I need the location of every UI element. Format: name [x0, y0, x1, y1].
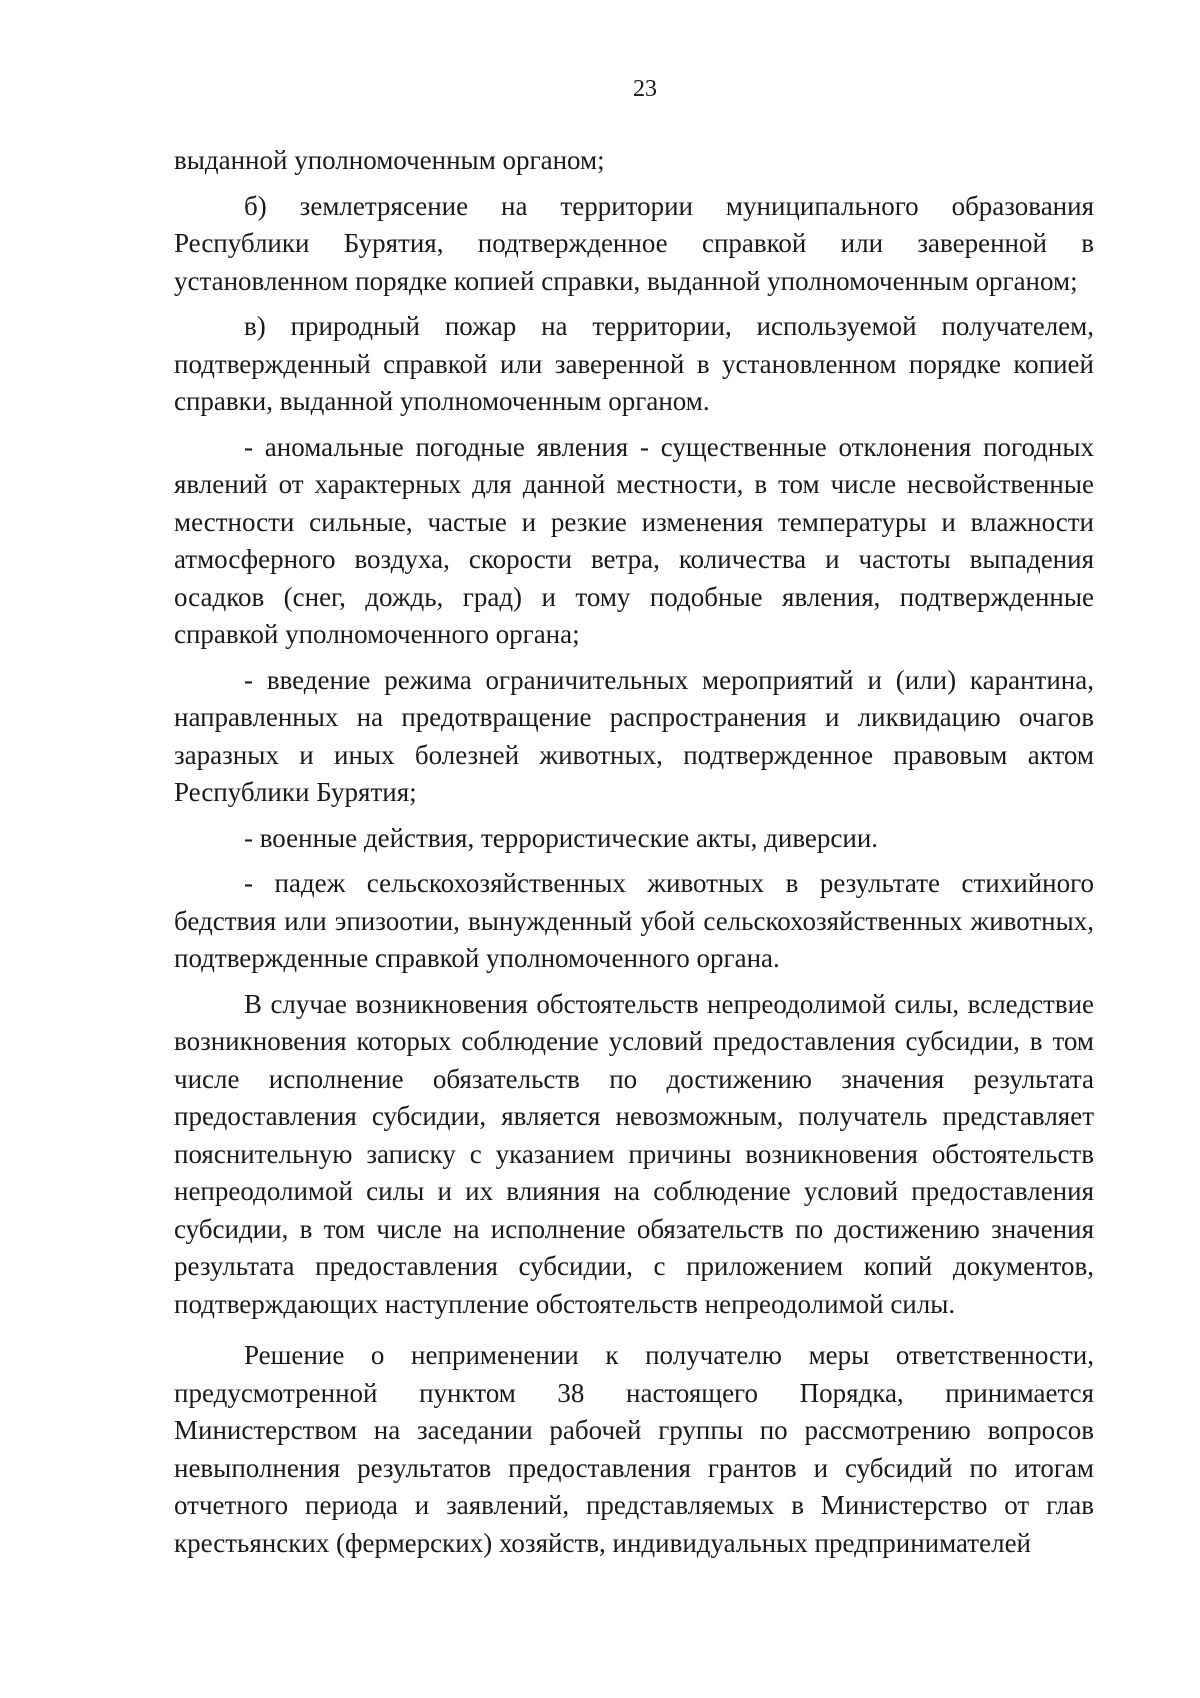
paragraph-decision: Решение о неприменении к получателю меры ответственности, предусмотренной пунктом 38 настоящего Порядка, принимается Министерством на заседании рабочей группы по рассмотрению вопросов невыполнения результатов предоставления грантов и субсидий по итогам отчетного периода и заявлений, представляемых в Министерство от глав крестьянских (фермерских) хозяйств, индивидуальных предпринимателей [174, 1340, 1094, 1558]
paragraph-wildfire: в) природный пожар на территории, используемой получателем, подтвержденный справкой или заверенной в установленном порядке копией справки, выданной уполномоченным органом. [174, 311, 1094, 416]
paragraph-livestock: - падеж сельскохозяйственных животных в результате стихийного бедствия или эпизоотии, вынужденный убой сельскохозяйственных животных, подтвержденные справкой уполномоченного органа. [174, 868, 1094, 973]
paragraph-weather: - аномальные погодные явления - существенные отклонения погодных явлений от характерных для данной местности, в том числе несвойственные местности сильные, частые и резкие изменения температуры и влажности атмосферного воздуха, скорости ветра, количества и частоты выпадения осадков (снег, дождь, град) и тому подобные явления, подтвержденные справкой уполномоченного органа; [174, 431, 1094, 649]
paragraph-continuation: выданной уполномоченным органом; [174, 145, 605, 175]
paragraph-force-majeure: В случае возникновения обстоятельств непреодолимой силы, вследствие возникновения которых соблюдение условий предоставления субсидии, в том числе исполнение обязательств по достижению значения результата предоставления субсидии, является невозможным, получатель представляет пояснительную записку с указанием причины возникновения обстоятельств непреодолимой силы и их влияния на соблюдение условий предоставления субсидии, в том числе на исполнение обязательств по достижению значения результата предоставления субсидии, с приложением копий документов, подтверждающих наступление обстоятельств непреодолимой силы. [174, 988, 1094, 1319]
document-body [174, 142, 1094, 1562]
paragraph-earthquake: б) землетрясение на территории муниципального образования Республики Бурятия, подтвержденное справкой или заверенной в установленном порядке копией справки, выданной уполномоченным органом; [174, 190, 1094, 296]
paragraph-military: - военные действия, террористические акты, диверсии. [244, 822, 879, 853]
paragraph-quarantine: - введение режима ограничительных мероприятий и (или) карантина, направленных на предотвращение распространения и ликвидацию очагов заразных и иных болезней животных, подтвержденное правовым актом Республики Бурятия; [174, 664, 1094, 807]
page-number: 23 [633, 76, 657, 102]
